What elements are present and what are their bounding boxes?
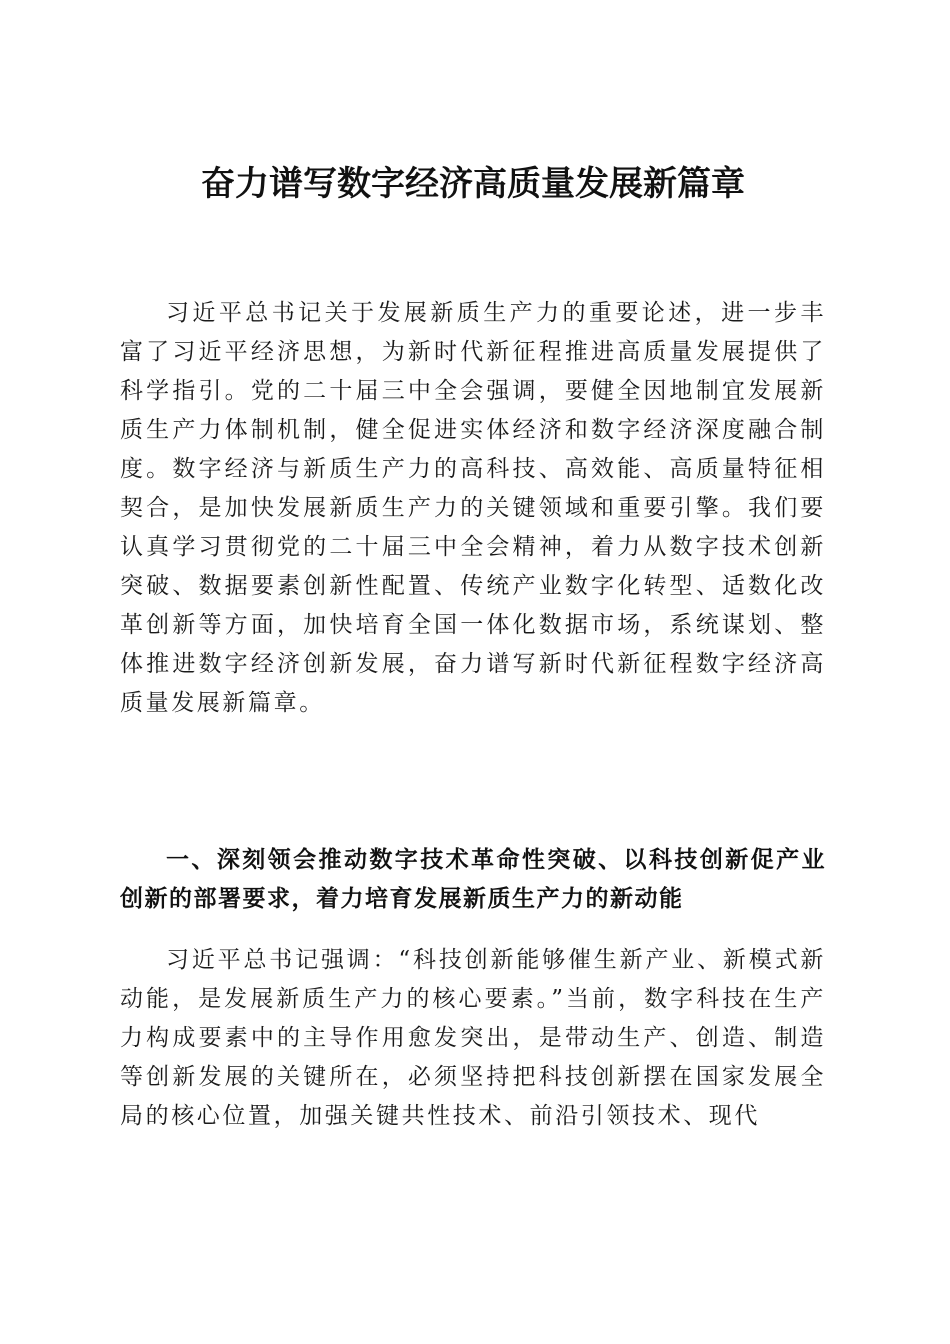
paragraph-section-1: 习近平总书记强调：“科技创新能够催生新产业、新模式新动能，是发展新质生产力的核心要素。”当前，数字科技在生产力构成要素中的主导作用愈发突出，是带动生产、创造、制造等创新发展的关键所在，必须坚持把科技创新摆在国家发展全局的核心位置，加强关键共性技术、前沿引领技术、现代 <box>120 947 826 1129</box>
document-title: 奋力谱写数字经济高质量发展新篇章 <box>201 164 745 204</box>
paragraph-intro: 习近平总书记关于发展新质生产力的重要论述，进一步丰富了习近平经济思想，为新时代新征程推进高质量发展提供了科学指引。党的二十届三中全会强调，要健全因地制宜发展新质生产力体制机制，健全促进实体经济和数字经济深度融合制度。数字经济与新质生产力的高科技、高效能、高质量特征相契合，是加快发展新质生产力的关键领域和重要引擎。我们要认真学习贯彻党的二十届三中全会精神，着力从数字技术创新突破、数据要素创新性配置、传统产业数字化转型、适数化改革创新等方面，加快培育全国一体化数据市场，系统谋划、整体推进数字经济创新发展，奋力谱写新时代新征程数字经济高质量发展新篇章。 <box>120 300 826 716</box>
section-heading-1: 一、深刻领会推动数字技术革命性突破、以科技创新促产业创新的部署要求，着力培育发展新质生产力的新动能 <box>120 847 826 912</box>
